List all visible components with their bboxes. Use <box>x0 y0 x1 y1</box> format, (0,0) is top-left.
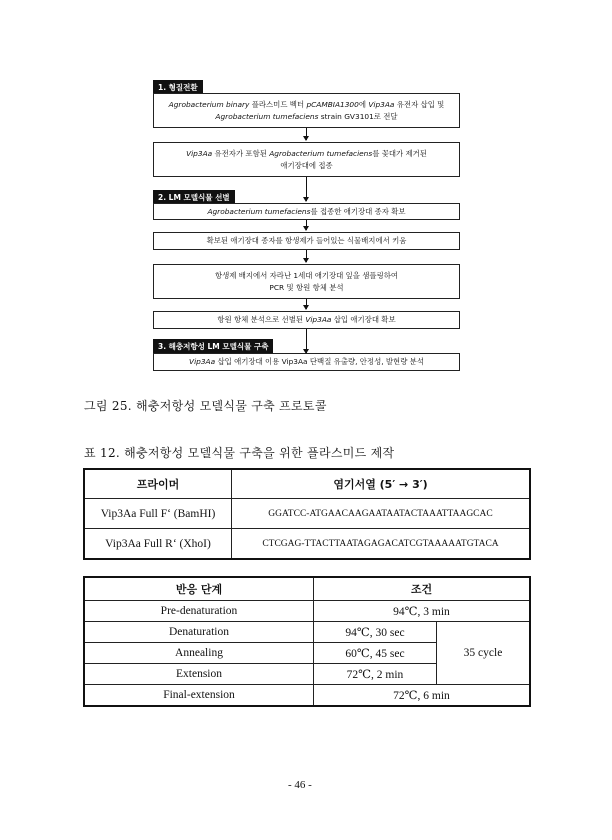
table-row <box>84 601 530 622</box>
flow-box-1: Agrobacterium binary 플라스미드 벡터 pCAMBIA1300에 Vip3Aa 유전자 삽입 및 Agrobacterium tumefaciens strain GV3101로 전달 <box>153 93 460 128</box>
condition-cell: 94℃, 30 sec <box>314 622 437 643</box>
figure-caption: 그림 25. 해충저항성 모델식물 구축 프로토콜 <box>84 399 327 413</box>
flow-box-6: 항원 항체 분석으로 선별된 Vip3Aa 삽입 애기장대 확보 <box>153 311 460 329</box>
flow-arrow <box>306 250 307 262</box>
page-number: - 46 - <box>288 779 312 791</box>
flow-arrow <box>306 177 307 201</box>
cycle-count-cell: 35 cycle <box>437 622 531 685</box>
primer-name: Vip3Aa Full R‘ (XhoI) <box>84 529 232 560</box>
condition-cell: 72℃, 6 min <box>314 685 531 707</box>
primer-name: Vip3Aa Full F‘ (BamHI) <box>84 499 232 529</box>
condition-cell: 94℃, 3 min <box>314 601 531 622</box>
step-cell: Annealing <box>84 643 314 664</box>
flow-arrow <box>306 329 307 353</box>
flow-box-3: Agrobacterium tumefaciens를 접종한 애기장대 종자 확보 <box>153 203 460 220</box>
stage-1-label: 1. 형질전환 <box>153 80 203 95</box>
condition-cell: 72℃, 2 min <box>314 664 437 685</box>
condition-header: 조건 <box>314 577 531 601</box>
step-cell: Final-extension <box>84 685 314 707</box>
stage-2-label: 2. LM 모델식물 선별 <box>153 190 235 205</box>
step-cell: Pre-denaturation <box>84 601 314 622</box>
primer-table <box>83 468 531 560</box>
flow-arrow <box>306 220 307 230</box>
flow-arrow <box>306 128 307 140</box>
flow-box-2: Vip3Aa 유전자가 포함된 Agrobacterium tumefaciens를 꽃대가 제거된 애기장대에 접종 <box>153 142 460 177</box>
table-row <box>84 622 530 643</box>
step-cell: Extension <box>84 664 314 685</box>
flow-box-5: 항생제 배지에서 자라난 1세대 애기장대 잎을 샘플링하여 PCR 및 항원 항체 분석 <box>153 264 460 299</box>
primer-header: 프라이머 <box>84 469 232 499</box>
pcr-conditions-table <box>83 576 531 707</box>
step-cell: Denaturation <box>84 622 314 643</box>
flow-box-4: 확보된 애기장대 종자를 항생제가 들어있는 식물배지에서 키움 <box>153 232 460 250</box>
table-row <box>84 685 530 707</box>
flow-arrow <box>306 299 307 309</box>
stage-3-label: 3. 해충저항성 LM 모델식물 구축 <box>153 339 273 354</box>
flow-box-7: Vip3Aa 삽입 애기장대 이용 Vip3Aa 단백질 유출량, 안정성, 발현량 분석 <box>153 353 460 371</box>
table-row <box>84 529 530 560</box>
primer-sequence: CTCGAG-TTACTTAATAGAGACATCGTAAAAATGTACA <box>232 529 531 560</box>
primer-sequence: GGATCC-ATGAACAAGAATAATACTAAATTAAGCAC <box>232 499 531 529</box>
sequence-header: 염기서열 (5′ → 3′) <box>232 469 531 499</box>
table-row <box>84 499 530 529</box>
condition-cell: 60℃, 45 sec <box>314 643 437 664</box>
step-header: 반응 단계 <box>84 577 314 601</box>
table-caption: 표 12. 해충저항성 모델식물 구축을 위한 플라스미드 제작 <box>84 446 395 460</box>
